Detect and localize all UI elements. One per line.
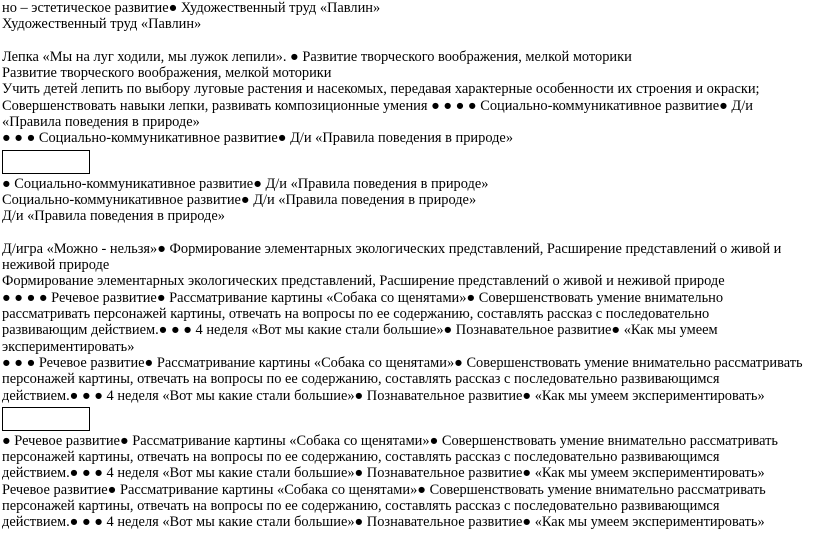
text-line: но – эстетическое развитие● Художественный труд «Павлин» [2, 0, 381, 16]
text-line: экспериментировать» [2, 338, 135, 355]
text-line: рассматривать персонажей картины, отвечать на вопросы по ее содержанию, составлять рассказ с последовательно [2, 306, 710, 323]
document-page [2, 0, 814, 542]
text-line: Лепка «Мы на луг ходили, мы лужок лепили». ● Развитие творческого воображения, мелкой моторики [2, 48, 632, 65]
text-line: Формирование элементарных экологических представлений, Расширение представлений о живой и неживой природе [2, 273, 725, 290]
text-line: персонажей картины, отвечать на вопросы по ее содержанию, составлять рассказ с последовательно развивающимся [2, 498, 720, 515]
text-line: Совершенствовать навыки лепки, развивать композиционные умения ● ● ● ● Социально-коммуникативное развитие● Д/и [2, 97, 753, 114]
text-line: действием.● ● ● 4 неделя «Вот мы какие стали большие»● Познавательное развитие● «Как мы умеем экспериментировать» [2, 514, 765, 531]
text-line: Речевое развитие● Рассматривание картины «Собака со щенятами»● Совершенствовать умение внимательно рассматривать [2, 481, 766, 498]
text-line: персонажей картины, отвечать на вопросы по ее содержанию, составлять рассказ с последовательно развивающимся [2, 449, 720, 466]
text-line: Художественный труд «Павлин» [2, 16, 202, 33]
text-line: «Правила поведения в природе» [2, 114, 200, 131]
text-line: персонажей картины, отвечать на вопросы по ее содержанию, составлять рассказ с последовательно развивающимся [2, 371, 720, 388]
text-line: Социально-коммуникативное развитие● Д/и «Правила поведения в природе» [2, 191, 477, 208]
text-line: ● ● ● Речевое развитие● Рассматривание картины «Собака со щенятами»● Совершенствовать умение внимательно рассматривать [2, 354, 803, 371]
empty-frame [2, 407, 90, 431]
text-line: действием.● ● ● 4 неделя «Вот мы какие стали большие»● Познавательное развитие● «Как мы умеем экспериментировать» [2, 465, 765, 482]
text-line: развивающим действием.● ● ● 4 неделя «Вот мы какие стали большие»● Познавательное развитие● «Как мы умеем [2, 322, 718, 339]
text-line: неживой природе [2, 257, 110, 274]
text-line: Развитие творческого воображения, мелкой моторики [2, 65, 332, 82]
text-line: действием.● ● ● 4 неделя «Вот мы какие стали большие»● Познавательное развитие● «Как мы умеем экспериментировать» [2, 387, 765, 404]
empty-frame [2, 150, 90, 174]
text-line: ● ● ● Социально-коммуникативное развитие● Д/и «Правила поведения в природе» [2, 130, 514, 147]
blank-line [2, 33, 814, 49]
text-line: ● ● ● ● Речевое развитие● Рассматривание картины «Собака со щенятами»● Совершенствовать умение внимательно [2, 289, 724, 306]
text-line: ● Речевое развитие● Рассматривание картины «Собака со щенятами»● Совершенствовать умение внимательно рассматривать [2, 432, 778, 449]
text-line: Д/игра «Можно - нельзя»● Формирование элементарных экологических представлений, Расширение представлений о живой и [2, 240, 782, 257]
blank-line [2, 225, 814, 241]
text-line: ● Социально-коммуникативное развитие● Д/и «Правила поведения в природе» [2, 175, 489, 192]
text-line: Д/и «Правила поведения в природе» [2, 208, 225, 225]
text-line: Учить детей лепить по выбору луговые растения и насекомых, передавая характерные особенности их строения и окраски; [2, 81, 760, 98]
